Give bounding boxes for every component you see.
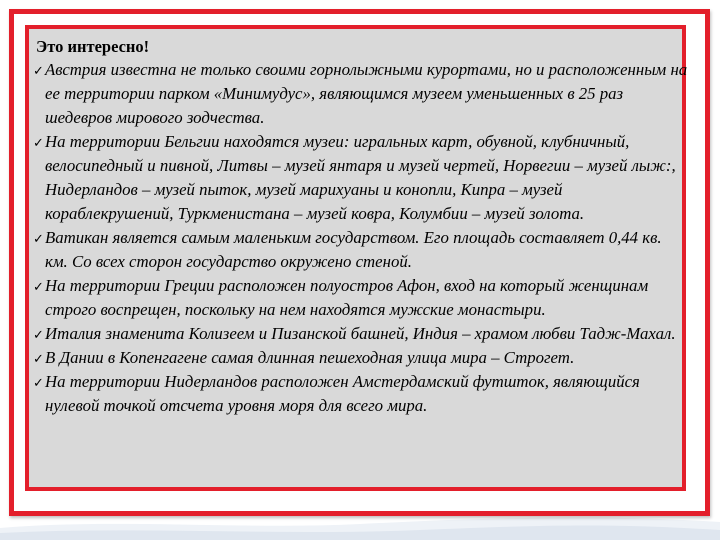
checkmark-icon: ✓ bbox=[33, 232, 44, 247]
fact-text: Австрия известна не только своими горнолыжными курортами, но и расположенным на ее территории парком «Минимудус», являющимся музеем уменьшенных в 25 раз шедевров мирового зодчества. bbox=[45, 60, 688, 127]
fact-text: В Дании в Копенгагене самая длинная пешеходная улица мира – Строгет. bbox=[45, 348, 575, 367]
slide-title: Это интересно! bbox=[36, 37, 150, 56]
checkmark-icon: ✓ bbox=[33, 280, 44, 295]
fact-item bbox=[33, 274, 688, 322]
fact-item bbox=[33, 58, 688, 130]
fact-item bbox=[33, 346, 688, 370]
fact-item bbox=[33, 322, 688, 346]
fact-text: На территории Нидерландов расположен Амстердамский футшток, являющийся нулевой точкой отсчета уровня моря для всего мира. bbox=[45, 372, 640, 415]
checkmark-icon: ✓ bbox=[33, 64, 44, 79]
checkmark-icon: ✓ bbox=[33, 376, 44, 391]
checkmark-icon: ✓ bbox=[33, 328, 44, 343]
checkmark-icon: ✓ bbox=[33, 352, 44, 367]
fact-text: Ватикан является самым маленьким государством. Его площадь составляет 0,44 кв. км. Со всех сторон государство окружено стеной. bbox=[45, 228, 662, 271]
fact-text: Италия знаменита Колизеем и Пизанской башней, Индия – храмом любви Тадж-Махал. bbox=[45, 324, 676, 343]
fact-item bbox=[33, 130, 688, 226]
content-area bbox=[33, 36, 688, 418]
fact-item bbox=[33, 370, 688, 418]
fact-text: На территории Бельгии находятся музеи: игральных карт, обувной, клубничный, велосипедный и пивной, Литвы – музей янтаря и музей чертей, Норвегии – музей лыж:, Нидерландов – музей пыток, музей марихуаны и конопли, Кипра – музей кораблекрушений, Туркменистана – музей ковра, Колумбии – музей золота. bbox=[45, 132, 676, 223]
checkmark-icon: ✓ bbox=[33, 136, 44, 151]
facts-list bbox=[33, 58, 688, 418]
fact-item bbox=[33, 226, 688, 274]
fact-text: На территории Греции расположен полуостров Афон, вход на который женщинам строго воспрещен, поскольку на нем находятся мужские монастыри. bbox=[45, 276, 649, 319]
